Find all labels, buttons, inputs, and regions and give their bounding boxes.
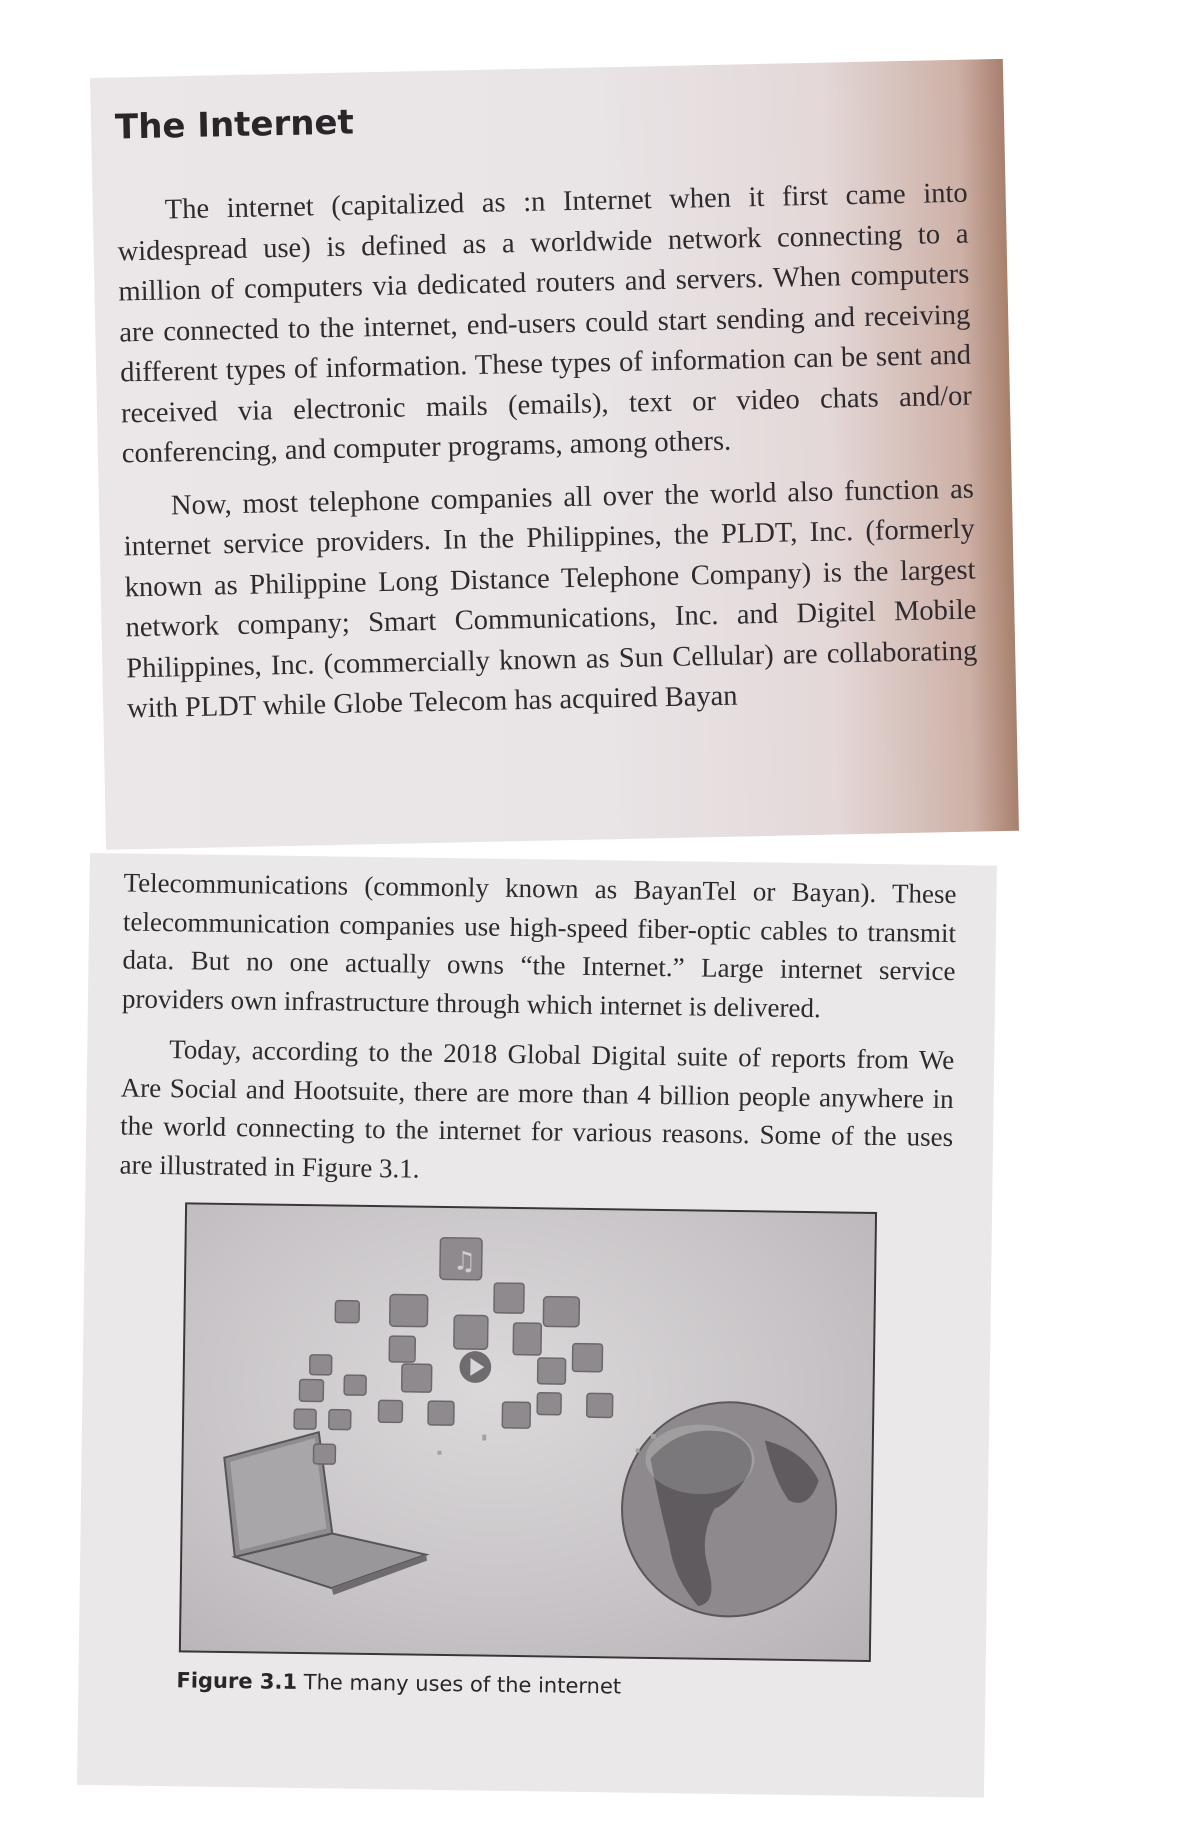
calculator-icon xyxy=(513,1323,541,1355)
figure-caption xyxy=(176,1668,945,1703)
phone-icon xyxy=(543,1297,579,1327)
section-heading: The Internet xyxy=(114,102,355,148)
figure-label: Figure 3.1 xyxy=(176,1668,298,1694)
camera-icon xyxy=(572,1344,602,1372)
video-icon xyxy=(494,1283,524,1313)
mail-icon xyxy=(335,1301,359,1323)
share-icon xyxy=(454,1315,488,1349)
paragraph-telephone-companies: Now, most telephone companies all over the world also function as internet service providers. In the Philippines, the PLDT, Inc. (formerly known as Philippine Long Distance Telephone Company) is the largest network company; Smart Communications, Inc. and Digitel Mobile Philippines, Inc. (commercially known as Sun Cellular) are collaborating with PLDT while Globe Telecom has acquired Bayan xyxy=(123,473,978,725)
book-page-bottom xyxy=(77,853,997,1798)
book-page-top xyxy=(90,59,1019,850)
internet-uses-illustration xyxy=(181,1204,875,1660)
figure-caption-text: The many uses of the internet xyxy=(303,1670,622,1699)
figure-illustration xyxy=(179,1202,877,1662)
paragraph-telecommunications: Telecommunications (commonly known as BayanTel or Bayan). These telecommunication companies use high-speed fiber-optic cables to transmit data. But no one actually owns “the Internet.” Large internet service providers own infrastructure through which internet is delivered. xyxy=(121,867,957,1023)
globe-icon xyxy=(621,1401,838,1618)
paragraph-internet-definition: The internet (capitalized as :n Internet when it first came into widespread use) is defined as a worldwide network connecting to a million of computers via dedicated routers and servers. When computers are connected to the internet, end-users could start sending and receiving different types of information. These types of information can be sent and received via electronic mails (emails), text or video chats and/or conferencing, and computer programs, among others. xyxy=(117,177,973,470)
svg-text:♫: ♫ xyxy=(452,1246,477,1277)
play-icon xyxy=(459,1351,491,1383)
paragraph-global-digital: Today, according to the 2018 Global Digital suite of reports from We Are Social and Hootsuite, there are more than 4 billion people anywhere in the world connecting to the internet for various reasons. Some of the uses are illustrated in Figure 3.1. xyxy=(119,1034,955,1184)
calendar-icon xyxy=(389,1336,415,1362)
chat-icon xyxy=(390,1294,428,1326)
